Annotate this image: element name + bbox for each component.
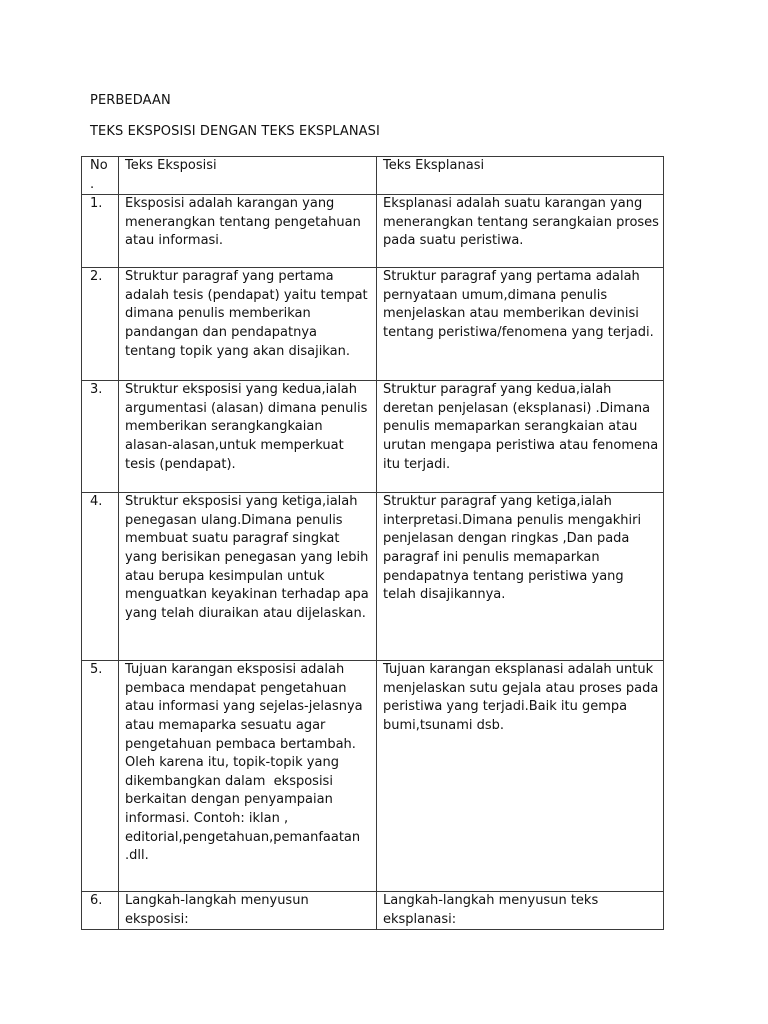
cell-eksplanasi: Tujuan karangan eksplanasi adalah untuk menjelaskan sutu gejala atau proses pada peristiwa yang terjadi.Baik itu gempa bumi,tsunami dsb.	[377, 661, 664, 892]
cell-eksplanasi: Struktur paragraf yang kedua,ialah deretan penjelasan (eksplanasi) .Dimana penulis memaparkan serangkaian atau urutan mengapa peristiwa atau fenomena itu terjadi.	[377, 381, 664, 493]
table-row	[82, 195, 664, 268]
document-title: PERBEDAAN	[90, 93, 171, 108]
cell-eksposisi: Langkah-langkah menyusun eksposisi:	[119, 892, 377, 930]
cell-eksplanasi: Struktur paragraf yang pertama adalah pernyataan umum,dimana penulis menjelaskan atau memberikan devinisi tentang peristiwa/fenomena yang terjadi.	[377, 268, 664, 381]
cell-eksposisi: Eksposisi adalah karangan yang menerangkan tentang pengetahuan atau informasi.	[119, 195, 377, 268]
row-number: 4.	[82, 493, 119, 661]
table-row	[82, 892, 664, 930]
header-no: No .	[82, 157, 119, 195]
header-eksposisi: Teks Eksposisi	[119, 157, 377, 195]
row-number: 6.	[82, 892, 119, 930]
cell-eksplanasi: Eksplanasi adalah suatu karangan yang menerangkan tentang serangkaian proses pada suatu peristiwa.	[377, 195, 664, 268]
row-number: 2.	[82, 268, 119, 381]
table-row	[82, 493, 664, 661]
document-subtitle: TEKS EKSPOSISI DENGAN TEKS EKSPLANASI	[90, 124, 380, 139]
row-number: 5.	[82, 661, 119, 892]
row-number: 3.	[82, 381, 119, 493]
header-eksplanasi: Teks Eksplanasi	[377, 157, 664, 195]
table-header-row	[82, 157, 664, 195]
cell-eksplanasi: Langkah-langkah menyusun teks eksplanasi:	[377, 892, 664, 930]
table-row	[82, 661, 664, 892]
cell-eksposisi: Tujuan karangan eksposisi adalah pembaca mendapat pengetahuan atau informasi yang sejelas-jelasnya atau memaparka sesuatu agar pengetahuan pembaca bertambah. Oleh karena itu, topik-topik yang dikembangkan dalam eksposisi berkaitan dengan penyampaian informasi. Contoh: iklan , editorial,pengetahuan,pemanfaatan .dll.	[119, 661, 377, 892]
cell-eksposisi: Struktur eksposisi yang kedua,ialah argumentasi (alasan) dimana penulis memberikan serangkangkaian alasan-alasan,untuk memperkuat tesis (pendapat).	[119, 381, 377, 493]
table-row	[82, 381, 664, 493]
cell-eksposisi: Struktur eksposisi yang ketiga,ialah penegasan ulang.Dimana penulis membuat suatu paragraf singkat yang berisikan penegasan yang lebih atau berupa kesimpulan untuk menguatkan keyakinan terhadap apa yang telah diuraikan atau dijelaskan.	[119, 493, 377, 661]
comparison-table	[81, 156, 664, 930]
table-row	[82, 268, 664, 381]
cell-eksplanasi: Struktur paragraf yang ketiga,ialah interpretasi.Dimana penulis mengakhiri penjelasan dengan ringkas ,Dan pada paragraf ini penulis memaparkan pendapatnya tentang peristiwa yang telah disajikannya.	[377, 493, 664, 661]
row-number: 1.	[82, 195, 119, 268]
cell-eksposisi: Struktur paragraf yang pertama adalah tesis (pendapat) yaitu tempat dimana penulis memberikan pandangan dan pendapatnya tentang topik yang akan disajikan.	[119, 268, 377, 381]
